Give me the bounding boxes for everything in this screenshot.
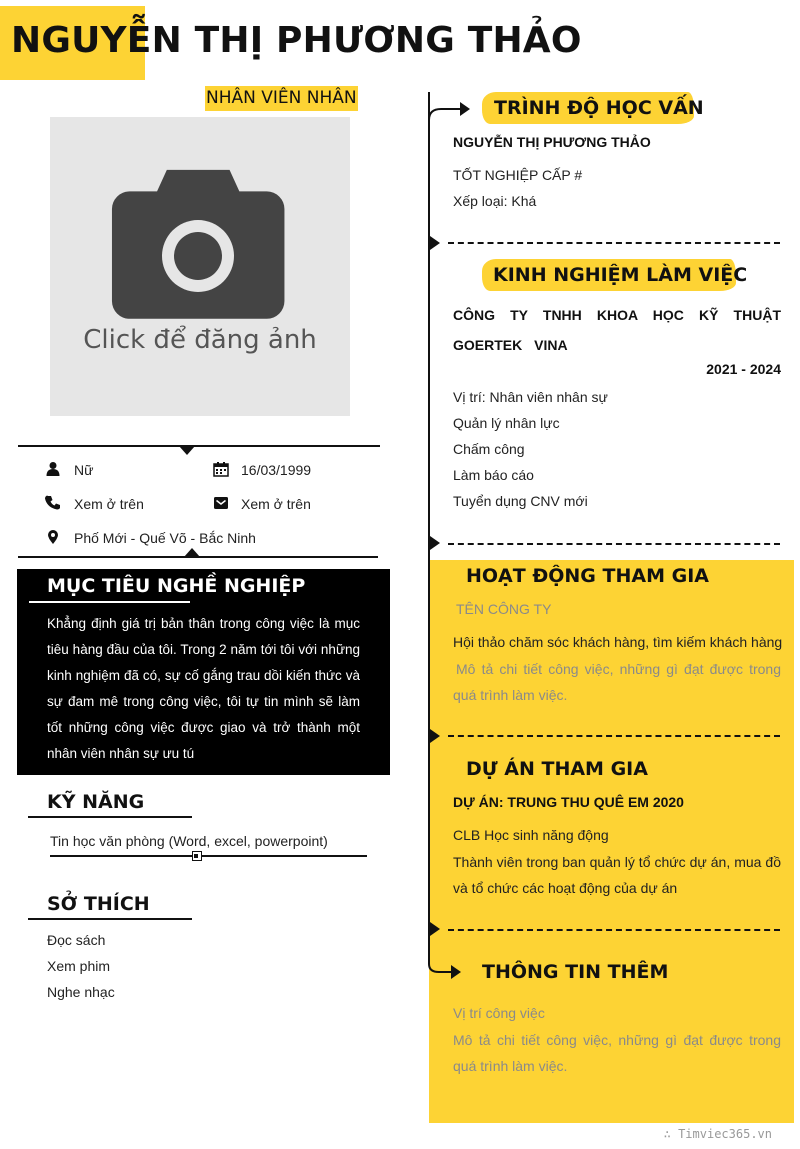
education-school[interactable]: NGUYỄN THỊ PHƯƠNG THẢO [453,134,651,150]
project-org[interactable]: CLB Học sinh năng động [453,827,609,843]
divider [18,445,380,447]
education-rank[interactable]: Xếp loại: Khá [453,193,537,209]
divider [18,556,378,558]
hobbies-title: SỞ THÍCH [47,893,150,915]
experience-line[interactable]: Chấm công [453,441,525,457]
timeline-marker [430,922,440,936]
experience-line[interactable]: Vị trí: Nhân viên nhân sự [453,389,608,405]
timeline-arrow-icon [428,956,464,982]
skill-name[interactable]: Tin học văn phòng (Word, excel, powerpoint) [50,833,328,849]
extra-position[interactable]: Vị trí công việc [453,1005,545,1021]
objective-section [17,569,390,775]
education-title: TRÌNH ĐỘ HỌC VẤN [494,97,704,119]
phone[interactable]: Xem ở trên [74,496,144,512]
activities-org[interactable]: TÊN CÔNG TY [456,601,552,617]
birthday[interactable]: 16/03/1999 [241,462,312,478]
email-icon [213,495,229,511]
phone-icon [45,495,61,511]
title-underline [29,601,190,603]
photo-upload-label: Click để đăng ảnh [83,325,317,355]
section-divider [448,242,780,244]
photo-upload[interactable] [50,117,350,416]
experience-line[interactable]: Tuyển dụng CNV mới [453,493,588,509]
experience-title: KINH NGHIỆM LÀM VIỆC [493,264,748,286]
title-underline [28,918,192,920]
timeline-line [428,92,430,962]
watermark-brand: ∴ Timviec365.vn [663,1127,772,1141]
extra-title: THÔNG TIN THÊM [482,961,669,983]
title-underline [28,816,192,818]
experience-company[interactable]: CÔNG TY TNHH KHOA HỌC KỸ THUẬT GOERTEK VINA [453,307,781,353]
experience-line[interactable]: Quản lý nhân lực [453,415,560,431]
activities-title: HOẠT ĐỘNG THAM GIA [466,565,709,587]
objective-title: MỤC TIÊU NGHỀ NGHIỆP [47,575,306,597]
section-divider [448,735,780,737]
skills-title: KỸ NĂNG [47,791,145,813]
calendar-icon [213,461,229,477]
job-title[interactable]: NHÂN VIÊN NHÂN [205,86,358,111]
camera-icon [110,162,290,322]
timeline-marker [430,236,440,250]
skill-level-bar[interactable] [50,855,367,857]
objective-text[interactable]: Khẳng định giá trị bản thân trong công việc là mục tiêu hàng đầu của tôi. Trong 2 năm tới tôi với những kinh nghiệm đã có, sự cố gắng trau dồi kiến thức và sự đam mê trong công việc, tôi tự tin mình sẽ làm tốt những công việc được giao và trở thành một nhân viên nhân sự ưu tú [47,616,360,761]
hobby-item[interactable]: Xem phim [47,958,111,974]
projects-title: DỰ ÁN THAM GIA [466,758,648,780]
experience-period[interactable]: 2021 - 2024 [706,361,781,377]
section-divider [448,543,780,545]
email[interactable]: Xem ở trên [241,496,311,512]
activities-placeholder[interactable]: Mô tả chi tiết công việc, những gì đạt được trong quá trình làm việc. [453,661,781,703]
candidate-name[interactable]: NGUYỄN THỊ PHƯƠNG THẢO [11,20,582,61]
hobby-item[interactable]: Nghe nhạc [47,984,115,1000]
section-divider [448,929,780,931]
timeline-marker [430,729,440,743]
user-icon [45,461,61,477]
activities-desc[interactable]: Hội thảo chăm sóc khách hàng, tìm kiếm khách hàng [453,634,783,650]
hobby-item[interactable]: Đọc sách [47,932,106,948]
project-name[interactable]: DỰ ÁN: TRUNG THU QUÊ EM 2020 [453,794,684,810]
experience-line[interactable]: Làm báo cáo [453,467,534,483]
extra-placeholder[interactable]: Mô tả chi tiết công việc, những gì đạt được trong quá trình làm việc. [453,1032,781,1074]
divider-marker [179,446,195,455]
timeline-arrow-icon [428,98,472,122]
location-pin-icon [45,529,61,545]
education-degree[interactable]: TỐT NGHIỆP CẤP # [453,167,583,183]
skill-level-handle[interactable] [192,851,202,861]
address[interactable]: Phố Mới - Quế Võ - Bắc Ninh [74,530,256,546]
gender[interactable]: Nữ [74,462,94,478]
timeline-marker [430,536,440,550]
project-desc[interactable]: Thành viên trong ban quản lý tổ chức dự án, mua đồ và tổ chức các hoạt động của dự án [453,854,781,896]
